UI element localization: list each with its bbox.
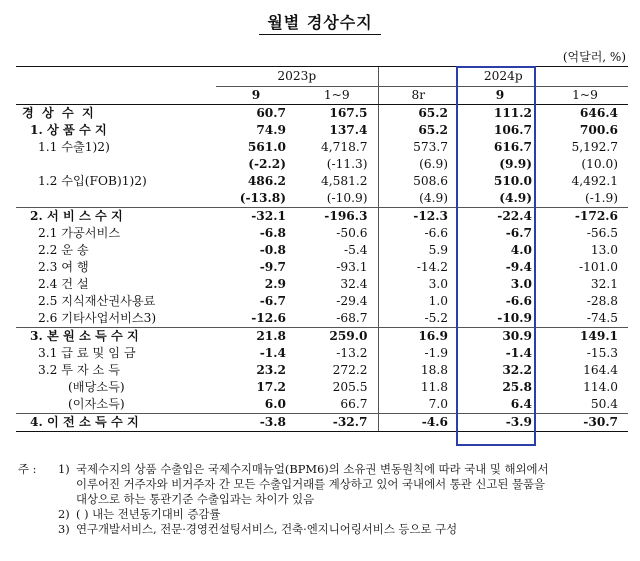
row-value: 111.2 [493, 106, 533, 120]
row-label: 2.4 건 설 [38, 277, 89, 291]
row-value: 60.7 [256, 106, 286, 120]
row-value: 6.4 [510, 397, 533, 411]
row-value: 32.2 [502, 363, 533, 377]
row-value: 5.9 [378, 242, 458, 259]
table-row [16, 276, 628, 293]
footnote-text: 연구개발서비스, 전문·경영컨설팅서비스, 건축·엔지니어링서비스 등으로 구성 [76, 522, 458, 536]
table-row [16, 396, 628, 414]
row-value: 18.8 [378, 362, 458, 379]
row-value: (4.9) [378, 190, 458, 208]
table-row [16, 190, 628, 208]
row-label: 3. 본 원 소 득 수 지 [16, 328, 216, 346]
row-value: -1.4 [505, 346, 533, 360]
row-value: 74.9 [256, 123, 286, 137]
table-body [16, 105, 628, 432]
table-row [16, 414, 628, 432]
row-value: 16.9 [378, 328, 458, 346]
header-year-2023: 2023p [216, 67, 378, 87]
row-value: 4.0 [510, 243, 533, 257]
row-value: (10.0) [581, 157, 619, 171]
row-value: (-10.9) [326, 191, 368, 205]
row-value: 65.2 [378, 105, 458, 123]
row-label: 2.5 지식재산권사용료 [38, 294, 156, 308]
header-row-years [16, 67, 628, 87]
row-label: 경 상 수 지 [22, 106, 96, 120]
row-value: -93.1 [336, 260, 368, 274]
row-value: 5,192.7 [571, 140, 619, 154]
table-row [16, 362, 628, 379]
header-col: 9 [458, 87, 542, 105]
row-value: 32.4 [340, 277, 368, 291]
row-value: 23.2 [256, 363, 286, 377]
unit-label: (억달러, %) [562, 50, 626, 64]
row-value: (-1.9) [585, 191, 619, 205]
row-value: -74.5 [586, 311, 619, 325]
row-value: (-13.8) [239, 191, 286, 205]
row-value: -30.7 [542, 414, 628, 432]
table-row [16, 259, 628, 276]
row-value: -28.8 [586, 294, 619, 308]
row-value: 25.8 [502, 380, 533, 394]
row-value: 4,492.1 [571, 174, 619, 188]
header-col: 1~9 [296, 87, 378, 105]
row-label: 1.2 수입(FOB)1)2) [38, 174, 147, 188]
footnote-item [18, 522, 628, 537]
header-col: 9 [216, 87, 296, 105]
row-label: 1.1 수출1)2) [38, 140, 110, 154]
header-col: 1~9 [542, 87, 628, 105]
row-value: -15.3 [586, 346, 619, 360]
row-value: -29.4 [336, 294, 368, 308]
row-value: 205.5 [332, 380, 368, 394]
row-label: 2.2 운 송 [38, 243, 89, 257]
row-value: -0.8 [259, 243, 286, 257]
row-value: -14.2 [378, 259, 458, 276]
row-value: -3.8 [216, 414, 296, 432]
row-value: 13.0 [590, 243, 619, 257]
header-year-2024: 2024p [378, 67, 628, 87]
footnote-text: 이루어진 거주자와 비거주자 간 모든 수출입거래를 계상하고 있어 국내에서 통관 신고된 물품을 [76, 477, 545, 491]
row-value: (6.9) [378, 156, 458, 173]
row-value: 167.5 [329, 106, 368, 120]
row-value: (-11.3) [326, 157, 368, 171]
row-value: -6.6 [505, 294, 533, 308]
row-value: 1.0 [378, 293, 458, 310]
table-row [16, 105, 628, 123]
table-row [16, 293, 628, 310]
row-value: 2.9 [264, 277, 286, 291]
row-value: 646.4 [579, 106, 619, 120]
footnote-item [18, 462, 628, 477]
row-label: 2.6 기타사업서비스3) [38, 311, 157, 325]
row-value: -5.2 [378, 310, 458, 328]
table-row [16, 173, 628, 190]
row-value: -50.6 [336, 226, 368, 240]
row-value: -9.7 [259, 260, 286, 274]
row-value: 17.2 [256, 380, 286, 394]
table-row [16, 328, 628, 346]
header-blank [16, 87, 216, 105]
table-row [16, 379, 628, 396]
row-value: -5.4 [344, 243, 368, 257]
row-value: 6.0 [264, 397, 286, 411]
row-value: -4.6 [378, 414, 458, 432]
footnote-item [18, 507, 628, 522]
row-value: 30.9 [458, 328, 542, 346]
row-value: -10.9 [497, 311, 533, 325]
row-value: 137.4 [329, 123, 368, 137]
row-label: 3.2 투 자 소 득 [38, 363, 120, 377]
row-label [16, 156, 216, 173]
row-value: -1.9 [378, 345, 458, 362]
row-value: 50.4 [590, 397, 619, 411]
row-value: -6.8 [259, 226, 286, 240]
current-account-table [16, 66, 628, 432]
row-value: -13.2 [336, 346, 368, 360]
row-value: -68.7 [336, 311, 368, 325]
row-value: 616.7 [493, 140, 533, 154]
table-row [16, 310, 628, 328]
row-value: (4.9) [499, 191, 533, 205]
row-value: 486.2 [247, 174, 286, 188]
row-value: 21.8 [216, 328, 296, 346]
row-value: -101.0 [579, 260, 619, 274]
row-label: 1. 상 품 수 지 [30, 123, 107, 137]
row-value: -9.4 [505, 260, 533, 274]
row-label: (이자소득) [68, 397, 125, 411]
header-blank [16, 67, 216, 87]
page-title: 월별 경상수지 [267, 13, 373, 32]
row-value: 700.6 [579, 123, 619, 137]
row-label: 4. 이 전 소 득 수 지 [16, 414, 216, 432]
title-underline [259, 34, 381, 35]
row-value: -1.4 [259, 346, 286, 360]
table-row [16, 345, 628, 362]
header-row-months [16, 87, 628, 105]
table-row [16, 122, 628, 139]
row-value: 149.1 [542, 328, 628, 346]
row-label: 2.3 여 행 [38, 260, 89, 274]
row-value: 65.2 [378, 122, 458, 139]
row-value: -172.6 [542, 208, 628, 226]
row-value: 3.0 [510, 277, 533, 291]
footnote-text: 대상으로 하는 통관기준 수출입과는 차이가 있음 [76, 492, 315, 506]
footnote-number: 3) [58, 522, 70, 536]
row-value: 11.8 [378, 379, 458, 396]
footnote-text: ( ) 내는 전년동기대비 증감률 [76, 507, 221, 521]
header-col: 8r [378, 87, 458, 105]
row-value: 106.7 [493, 123, 533, 137]
row-value: 7.0 [378, 396, 458, 414]
table-row [16, 156, 628, 173]
row-value: -12.3 [378, 208, 458, 226]
row-value: 508.6 [378, 173, 458, 190]
row-value: -32.7 [296, 414, 378, 432]
footnotes [18, 462, 628, 537]
row-value: -6.7 [505, 226, 533, 240]
row-label: (배당소득) [68, 380, 125, 394]
row-value: 272.2 [332, 363, 368, 377]
row-value: -3.9 [458, 414, 542, 432]
row-value: (-2.2) [248, 157, 286, 171]
row-value: -6.7 [259, 294, 286, 308]
row-label [16, 190, 216, 208]
row-value: 32.1 [590, 277, 619, 291]
row-value: -196.3 [296, 208, 378, 226]
footnote-number: 1) [58, 462, 70, 476]
row-value: -32.1 [216, 208, 296, 226]
row-value: 114.0 [583, 380, 619, 394]
row-value: 4,581.2 [320, 174, 368, 188]
footnote-lead: 주 : [18, 462, 37, 476]
table-row [16, 242, 628, 259]
table-row [16, 139, 628, 156]
row-value: -6.6 [378, 225, 458, 242]
row-value: (9.9) [499, 157, 533, 171]
row-value: -12.6 [251, 311, 286, 325]
row-value: 561.0 [247, 140, 286, 154]
footnote-number: 2) [58, 507, 70, 521]
row-value: 164.4 [583, 363, 619, 377]
row-value: -56.5 [586, 226, 619, 240]
row-value: 3.0 [378, 276, 458, 293]
row-value: 4,718.7 [320, 140, 368, 154]
row-label: 2.1 가공서비스 [38, 226, 121, 240]
row-value: -22.4 [458, 208, 542, 226]
row-label: 2. 서 비 스 수 지 [16, 208, 216, 226]
row-label: 3.1 급 료 및 임 금 [38, 346, 136, 360]
table-row [16, 225, 628, 242]
row-value: 259.0 [296, 328, 378, 346]
footnote-text: 국제수지의 상품 수출입은 국제수지매뉴얼(BPM6)의 소유권 변동원칙에 따라 국내 및 해외에서 [76, 462, 549, 476]
row-value: 510.0 [493, 174, 533, 188]
table-row [16, 208, 628, 226]
row-value: 573.7 [378, 139, 458, 156]
row-value: 66.7 [340, 397, 368, 411]
